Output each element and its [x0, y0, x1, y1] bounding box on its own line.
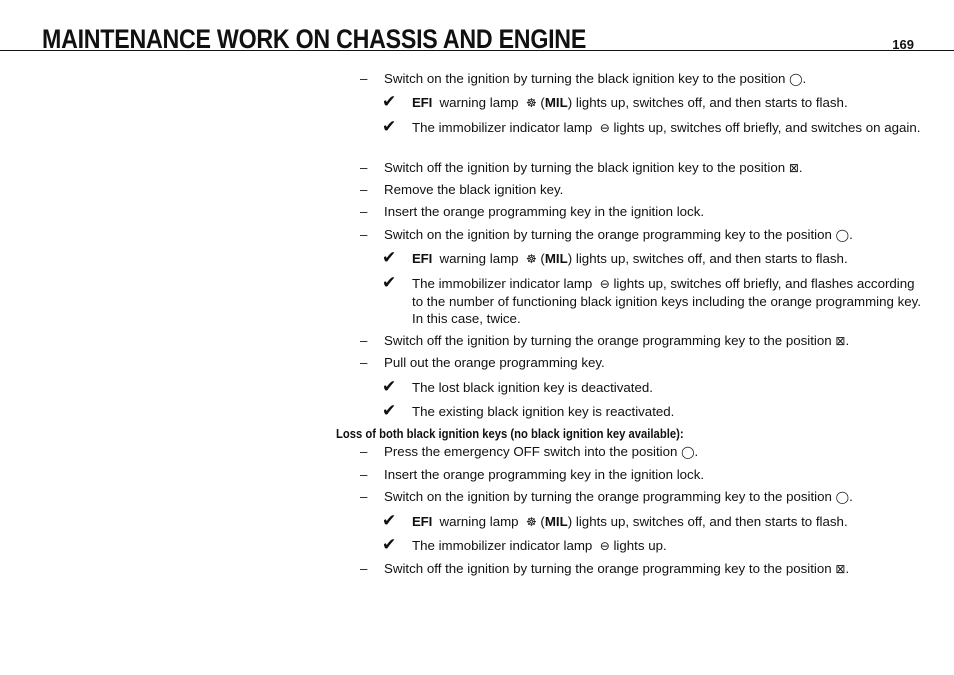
- check-icon: ✔: [382, 535, 397, 554]
- efi-label: EFI: [412, 251, 433, 266]
- check-icon: ✔: [382, 401, 397, 420]
- section-heading: Loss of both black ignition keys (no black ignition key available):: [336, 427, 684, 441]
- page-title: MAINTENANCE WORK ON CHASSIS AND ENGINE: [42, 24, 587, 54]
- dash-bullet: –: [360, 444, 368, 459]
- immobilizer-text: The immobilizer indicator lamp: [412, 276, 593, 291]
- mil-label: MIL: [544, 95, 568, 110]
- dash-bullet: –: [360, 467, 368, 482]
- warning-lamp-text: warning lamp: [439, 251, 519, 266]
- warning-lamp-text: warning lamp: [439, 514, 519, 529]
- dash-bullet: –: [360, 182, 368, 197]
- step-text: Insert the orange programming key in the ignition lock.: [384, 204, 705, 219]
- check-text: lights up, switches off briefly, and switches on again.: [613, 120, 921, 135]
- mil-label: MIL: [544, 514, 568, 529]
- check-text: ) lights up, switches off, and then starts to flash.: [567, 251, 848, 266]
- immobilizer-text: The immobilizer indicator lamp: [412, 538, 593, 553]
- warning-lamp-icon: ☸: [525, 96, 537, 110]
- warning-lamp-text: warning lamp: [439, 95, 519, 110]
- step-text: Remove the black ignition key.: [384, 182, 564, 197]
- check-icon: ✔: [382, 92, 397, 111]
- dash-bullet: –: [360, 355, 368, 370]
- step-text: Insert the orange programming key in the ignition lock.: [384, 467, 705, 482]
- position-on-icon: ◯: [789, 72, 803, 86]
- dash-bullet: –: [360, 71, 368, 86]
- dash-bullet: –: [360, 204, 368, 219]
- efi-label: EFI: [412, 95, 433, 110]
- step-text: Press the emergency OFF switch into the position: [384, 444, 678, 459]
- check-icon: ✔: [382, 248, 397, 267]
- dash-bullet: –: [360, 160, 368, 175]
- dash-bullet: –: [360, 489, 368, 504]
- warning-lamp-icon: ☸: [525, 252, 537, 266]
- position-off-icon: ⊠: [835, 562, 846, 576]
- step-text: Switch off the ignition by turning the orange programming key to the position: [384, 561, 832, 576]
- check-text: ) lights up, switches off, and then starts to flash.: [567, 514, 848, 529]
- check-icon: ✔: [382, 273, 397, 292]
- position-on-icon: ◯: [681, 445, 695, 459]
- immobilizer-icon: ⊖: [599, 277, 610, 291]
- mil-label: MIL: [544, 251, 568, 266]
- position-off-icon: ⊠: [788, 161, 799, 175]
- position-on-icon: ◯: [835, 490, 850, 504]
- efi-label: EFI: [412, 514, 433, 529]
- position-on-icon: ◯: [835, 228, 850, 242]
- position-off-icon: ⊠: [835, 334, 846, 348]
- dash-bullet: –: [360, 227, 368, 242]
- check-text: lights up.: [613, 538, 667, 553]
- step-text: Switch on the ignition by turning the orange programming key to the position: [384, 489, 832, 504]
- dash-bullet: –: [360, 333, 368, 348]
- immobilizer-icon: ⊖: [599, 121, 610, 135]
- check-text: The lost black ignition key is deactivated.: [412, 380, 653, 395]
- immobilizer-icon: ⊖: [599, 539, 610, 553]
- step-text: Pull out the orange programming key.: [384, 355, 605, 370]
- page-number: 169: [892, 37, 914, 52]
- step-text: Switch off the ignition by turning the black ignition key to the position: [384, 160, 786, 175]
- check-text: The existing black ignition key is reactivated.: [412, 404, 675, 419]
- step-text: Switch on the ignition by turning the orange programming key to the position: [384, 227, 832, 242]
- dash-bullet: –: [360, 561, 368, 576]
- check-icon: ✔: [382, 377, 397, 396]
- immobilizer-text: The immobilizer indicator lamp: [412, 120, 593, 135]
- check-icon: ✔: [382, 117, 397, 136]
- warning-lamp-icon: ☸: [525, 515, 537, 529]
- header-rule: [0, 50, 954, 51]
- step-text: Switch off the ignition by turning the orange programming key to the position: [384, 333, 832, 348]
- check-icon: ✔: [382, 511, 397, 530]
- check-text: lights up, switches off briefly, and flashes according to the number of functioning black ignition keys including the orange programming key. In this case, twice.: [412, 276, 922, 326]
- check-text: ) lights up, switches off, and then starts to flash.: [567, 95, 848, 110]
- step-text: Switch on the ignition by turning the black ignition key to the position: [384, 71, 786, 86]
